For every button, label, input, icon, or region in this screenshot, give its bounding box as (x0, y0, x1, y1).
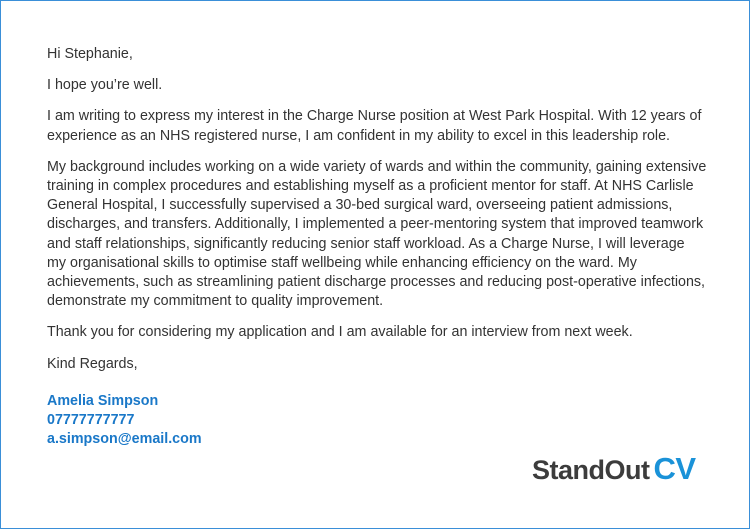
signature-name: Amelia Simpson (47, 392, 159, 409)
paragraph-thanks: Thank you for considering my application and I am available for an interview from next week. (47, 324, 633, 341)
paragraph-intro: I am writing to express my interest in the Charge Nurse position at West Park Hospital. With 12 years of experience as an NHS registered nurse, I am confident in my ability to excel in this leadership role. (47, 108, 702, 144)
logo-accent: CV (653, 451, 696, 486)
signature-email: a.simpson@email.com (47, 430, 202, 447)
greeting: Hi Stephanie, (47, 46, 133, 62)
closing: Kind Regards, (47, 355, 138, 372)
paragraph-background: My background includes working on a wide variety of wards and within the community, gaining extensive training in complex procedures and establishing myself as a proficient mentor for staff. At NHS Carlisle General Hospital, I successfully supervised a 30-bed surgical ward, overseeing patient admissions, discharges, and transfers. Additionally, I implemented a peer-mentoring system that improved teamwork and staff relationships, significantly reducing senior staff workload. As a Charge Nurse, I will leverage my organisational skills to optimise staff wellbeing while enhancing efficiency on the ward. My achievements, such as streamlining patient discharge processes and reducing post-operative infections, demonstrate my commitment to quality improvement. (47, 158, 707, 310)
opening-line: I hope you’re well. (47, 77, 163, 94)
signature-block (47, 392, 707, 449)
standout-cv-logo (532, 451, 696, 491)
signature-phone: 07777777777 (47, 411, 135, 428)
logo-word: StandOut (532, 455, 650, 485)
letter-body (47, 45, 707, 449)
